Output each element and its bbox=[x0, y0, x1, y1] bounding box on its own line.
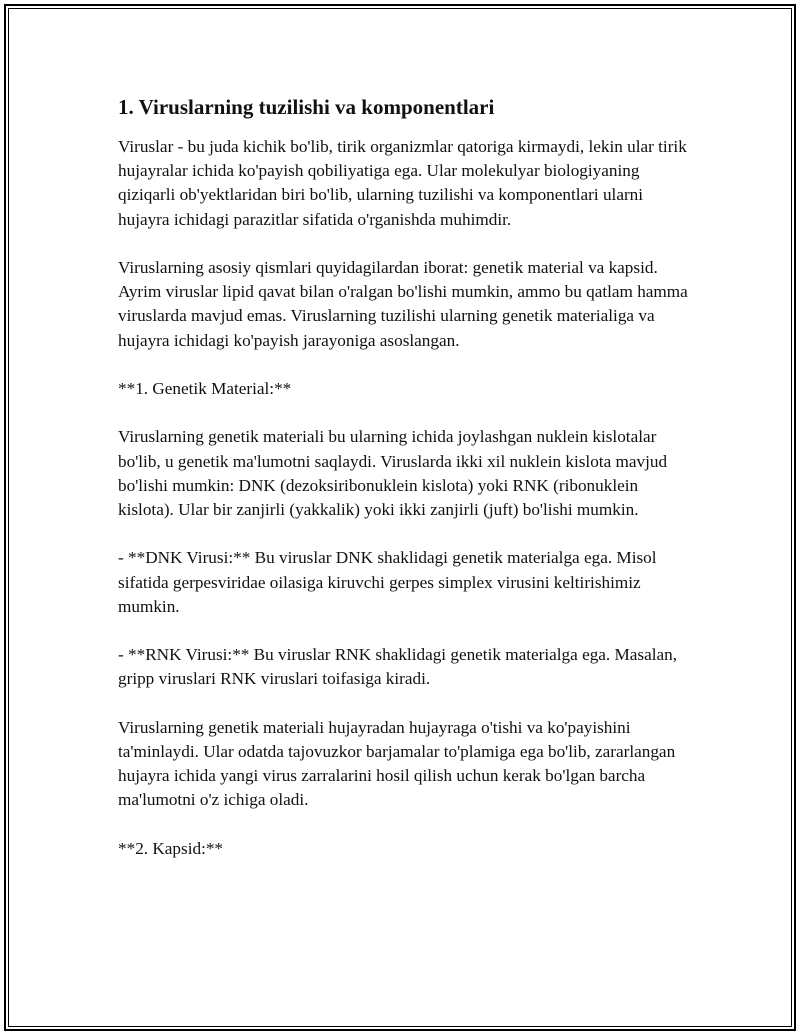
paragraph-intro: Viruslar - bu juda kichik bo'lib, tirik organizmlar qatoriga kirmaydi, lekin ular tirik hujayralar ichida ko'payish qobiliyatiga ega. Ular molekulyar biologiyaning qiziqarli ob'yektlaridan biri bo'lib, ularning tuzilishi va komponentlari ularni hujayra ichidagi parazitlar sifatida o'rganishda muhimdir. bbox=[118, 137, 687, 229]
paragraph-genetic-material: Viruslarning genetik materiali bu ularning ichida joylashgan nuklein kislotalar bo'lib, u genetik ma'lumotni saqlaydi. Viruslarda ikki xil nuklein kislota mavjud bo'lishi mumkin: DNK (dezoksiribonuklein kislota) yoki RNK (ribonuklein kislota). Ular bir zanjirli (yakkalik) yoki ikki zanjirli (juft) bo'lishi mumkin. bbox=[118, 427, 668, 519]
document-body bbox=[118, 94, 698, 885]
paragraph-genetic-transfer: Viruslarning genetik materiali hujayradan hujayraga o'tishi va ko'payishini ta'minlaydi. Ular odatda tajovuzkor barjamalar to'plamiga ega bo'lib, zararlangan hujayra ichida yangi virus zarralarini hosil qilish uchun kerak bo'lgan barcha ma'lumotni o'z ichiga oladi. bbox=[118, 717, 676, 810]
section-title: 1. Viruslarning tuzilishi va komponentlari bbox=[118, 95, 495, 119]
list-item-rna-virus: - **RNK Virusi:** Bu viruslar RNK shaklidagi genetik materialga ega. Masalan, gripp viruslari RNK viruslari toifasiga kiradi. bbox=[118, 645, 678, 689]
paragraph-main-parts: Viruslarning asosiy qismlari quyidagilardan iborat: genetik material va kapsid. Ayrim viruslar lipid qavat bilan o'ralgan bo'lishi mumkin, ammo bu qatlam hamma viruslarda mavjud emas. Viruslarning tuzilishi ularning genetik materialiga va hujayra ichidagi ko'payish jarayoniga asoslangan. bbox=[118, 258, 688, 350]
subheading-genetic-material: **1. Genetik Material:** bbox=[118, 379, 292, 398]
subheading-capsid: **2. Kapsid:** bbox=[118, 838, 224, 858]
list-item-dna-virus: - **DNK Virusi:** Bu viruslar DNK shaklidagi genetik materialga ega. Misol sifatida gerpesviridae oilasiga kiruvchi gerpes simplex virusini keltirishimiz mumkin. bbox=[118, 548, 657, 616]
